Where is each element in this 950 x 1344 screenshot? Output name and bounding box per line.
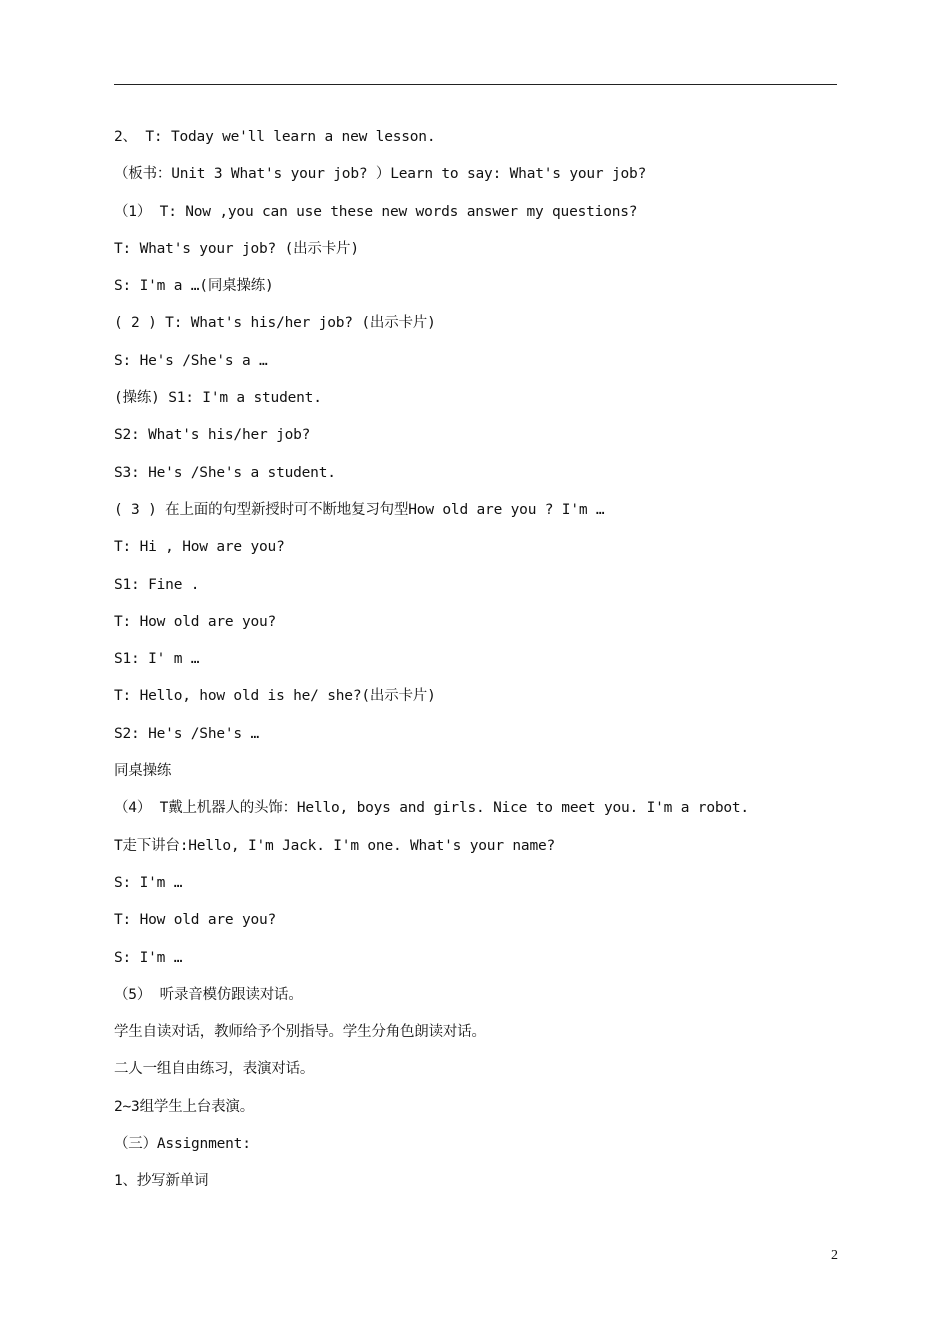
text-line: T走下讲台:Hello, I'm Jack. I'm one. What's your name? bbox=[114, 837, 556, 854]
text-line: (操练) S1: I'm a student. bbox=[114, 390, 322, 407]
text-line: S: He's /She's a … bbox=[114, 352, 268, 369]
text-line: T: How old are you? bbox=[114, 613, 277, 630]
page-number: 2 bbox=[831, 1248, 838, 1263]
text-line: （4） T戴上机器人的头饰：Hello, boys and girls. Nice to meet you. I'm a robot. bbox=[114, 800, 749, 817]
text-line: （1） T: Now ,you can use these new words answer my questions? bbox=[114, 203, 638, 220]
text-line: T: How old are you? bbox=[114, 912, 277, 929]
text-line: S3: He's /She's a student. bbox=[114, 464, 336, 481]
text-line: （三）Assignment: bbox=[114, 1136, 251, 1153]
text-line: S: I'm a …(同桌操练) bbox=[114, 278, 274, 295]
text-line: S2: He's /She's … bbox=[114, 725, 260, 742]
text-line: （板书：Unit 3 What's your job? ）Learn to say: What's your job? bbox=[114, 166, 647, 183]
text-line: S: I'm … bbox=[114, 949, 183, 966]
text-line: 二人一组自由练习，表演对话。 bbox=[114, 1061, 315, 1078]
text-line: S1: Fine . bbox=[114, 576, 200, 593]
text-line: ( 2 ) T: What's his/her job? (出示卡片) bbox=[114, 315, 436, 332]
text-line: 2、 T: Today we'll learn a new lesson. bbox=[114, 129, 436, 145]
document-body bbox=[114, 126, 837, 1208]
text-line: T: Hello, how old is he/ she?(出示卡片) bbox=[114, 688, 436, 705]
text-line: 学生自读对话，教师给予个别指导。学生分角色朗读对话。 bbox=[114, 1024, 486, 1041]
text-line: 2~3组学生上台表演。 bbox=[114, 1098, 254, 1115]
text-line: S1: I' m … bbox=[114, 651, 200, 668]
text-line: 1、抄写新单词 bbox=[114, 1173, 209, 1190]
header-rule bbox=[114, 84, 837, 85]
text-line: S: I'm … bbox=[114, 874, 183, 891]
text-line: T: What's your job? (出示卡片) bbox=[114, 240, 359, 257]
text-line: 同桌操练 bbox=[114, 763, 172, 780]
text-line: ( 3 ) 在上面的句型新授时可不断地复习句型How old are you ? I'm … bbox=[114, 501, 605, 518]
text-line: T: Hi , How are you? bbox=[114, 539, 285, 556]
text-line: S2: What's his/her job? bbox=[114, 427, 311, 444]
text-line: （5） 听录音模仿跟读对话。 bbox=[114, 986, 303, 1003]
